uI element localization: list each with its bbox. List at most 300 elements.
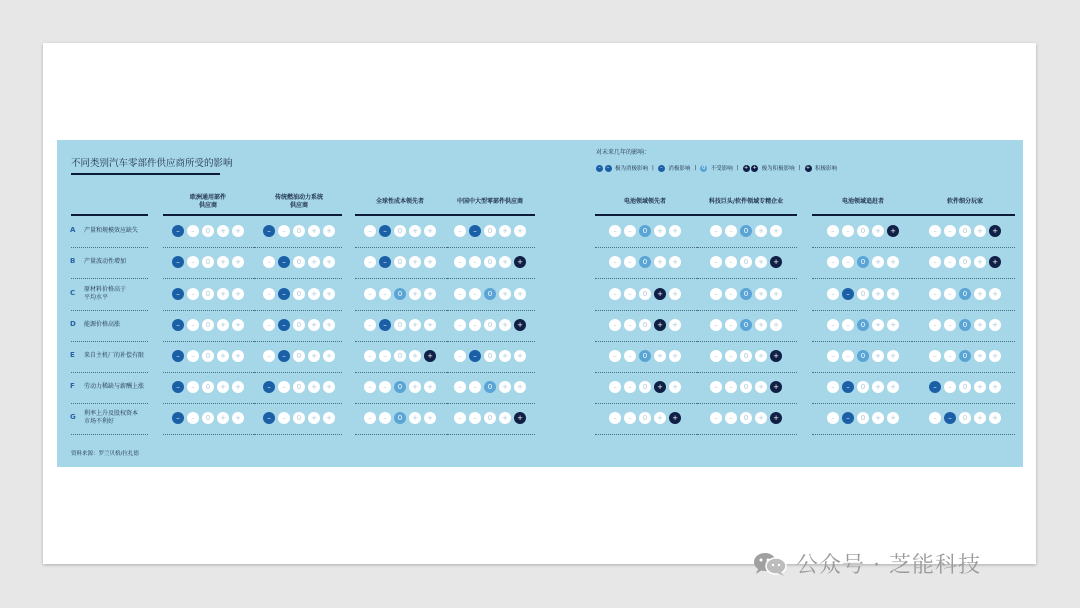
row-separator: [812, 247, 912, 248]
impact-dot: +: [669, 381, 681, 393]
impact-dot: 0: [202, 256, 214, 268]
impact-dot: 0: [484, 225, 496, 237]
impact-dot: –: [609, 225, 621, 237]
legend-item: [743, 164, 795, 172]
impact-dot-selected: +: [669, 412, 681, 424]
impact-dot: +: [669, 256, 681, 268]
column-header: 科技巨头/软件领域专精企业: [708, 198, 784, 205]
impact-dot: +: [669, 350, 681, 362]
impact-dot: 0: [394, 350, 406, 362]
impact-dot: +: [308, 319, 320, 331]
impact-dot: 0: [959, 225, 971, 237]
impact-dot-selected: +: [887, 225, 899, 237]
impact-indicator: [454, 319, 526, 331]
impact-indicator: [263, 381, 335, 393]
impact-indicator: [263, 350, 335, 362]
impact-dot-selected: 0: [394, 412, 406, 424]
impact-indicator: [609, 225, 681, 237]
impact-dot: +: [323, 319, 335, 331]
impact-indicator: [172, 381, 244, 393]
impact-dot-selected: 0: [740, 225, 752, 237]
impact-dot: 0: [857, 225, 869, 237]
wechat-icon: [752, 551, 788, 577]
impact-dot: +: [989, 350, 1001, 362]
impact-dot: –: [187, 350, 199, 362]
row-label: 产量和规模效应缺失: [84, 227, 139, 234]
impact-dot: –: [454, 381, 466, 393]
impact-dot: –: [710, 412, 722, 424]
row-separator: [163, 403, 254, 404]
impact-dot: –: [710, 381, 722, 393]
row-separator: [697, 434, 797, 435]
impact-dot: –: [624, 288, 636, 300]
impact-dot: –: [624, 350, 636, 362]
impact-dot: +: [232, 412, 244, 424]
header-rule: [697, 214, 797, 216]
impact-dot-selected: –: [278, 350, 290, 362]
impact-dot: –: [929, 288, 941, 300]
row-separator: [912, 247, 1015, 248]
impact-dot-selected: 0: [959, 319, 971, 331]
impact-dot: +: [232, 256, 244, 268]
impact-indicator: [929, 412, 1001, 424]
impact-indicator: [609, 256, 681, 268]
impact-dot: –: [710, 350, 722, 362]
impact-dot: +: [323, 381, 335, 393]
row-separator: [254, 372, 342, 373]
column-header: 全球性成本领先者: [375, 198, 424, 205]
impact-dot: +: [232, 319, 244, 331]
impact-dot: +: [514, 288, 526, 300]
row-separator: [595, 247, 697, 248]
impact-indicator: [710, 319, 782, 331]
impact-indicator: [364, 350, 436, 362]
row-separator: [697, 403, 797, 404]
watermark-text: 公众号 · 芝能科技: [796, 553, 981, 578]
impact-dot-selected: +: [514, 412, 526, 424]
impact-dot: –: [929, 319, 941, 331]
impact-dot: –: [725, 350, 737, 362]
impact-indicator: [827, 225, 899, 237]
impact-dot: –: [469, 288, 481, 300]
impact-dot: –: [929, 350, 941, 362]
row-letter: D: [70, 320, 76, 328]
impact-dot: –: [187, 381, 199, 393]
row-separator: [447, 278, 535, 279]
impact-dot: –: [278, 381, 290, 393]
row-separator: [163, 372, 254, 373]
impact-dot: +: [323, 350, 335, 362]
impact-indicator: [454, 412, 526, 424]
impact-dot-selected: –: [172, 412, 184, 424]
impact-dot: +: [424, 381, 436, 393]
impact-dot: +: [409, 288, 421, 300]
impact-dot: +: [424, 256, 436, 268]
row-separator: [355, 247, 447, 248]
impact-dot: –: [725, 319, 737, 331]
impact-indicator: [710, 288, 782, 300]
impact-dot-selected: +: [770, 350, 782, 362]
impact-dot: +: [409, 256, 421, 268]
impact-dot: +: [514, 225, 526, 237]
impact-dot: –: [609, 350, 621, 362]
row-letter: E: [70, 351, 75, 359]
impact-indicator: [609, 350, 681, 362]
row-separator: [163, 341, 254, 342]
legend: [596, 163, 837, 173]
impact-dot: –: [379, 412, 391, 424]
header-rule: [254, 214, 342, 216]
impact-dot: –: [454, 288, 466, 300]
row-separator: [71, 403, 148, 404]
impact-dot: +: [232, 288, 244, 300]
impact-dot: –: [364, 319, 376, 331]
impact-dot: –: [929, 225, 941, 237]
impact-dot: +: [669, 288, 681, 300]
row-separator: [595, 310, 697, 311]
impact-dot: –: [469, 381, 481, 393]
impact-dot: –: [469, 412, 481, 424]
impact-dot-selected: +: [770, 381, 782, 393]
impact-dot: –: [944, 288, 956, 300]
impact-dot: 0: [202, 350, 214, 362]
impact-dot-selected: +: [989, 256, 1001, 268]
impact-dot: +: [974, 350, 986, 362]
row-separator: [355, 403, 447, 404]
impact-dot: –: [929, 412, 941, 424]
impact-dot: +: [308, 225, 320, 237]
impact-dot: –: [710, 256, 722, 268]
header-rule: [355, 214, 447, 216]
impact-indicator: [827, 381, 899, 393]
row-label: 来自主机厂的补偿有限: [84, 352, 145, 359]
impact-dot: +: [217, 412, 229, 424]
row-separator: [912, 434, 1015, 435]
impact-dot: 0: [394, 319, 406, 331]
row-separator: [812, 310, 912, 311]
impact-dot-selected: 0: [484, 381, 496, 393]
impact-dot: +: [424, 225, 436, 237]
impact-dot-selected: –: [278, 256, 290, 268]
impact-dot: +: [974, 288, 986, 300]
impact-dot: –: [944, 350, 956, 362]
impact-dot: –: [454, 412, 466, 424]
impact-dot: +: [499, 225, 511, 237]
impact-dot: –: [278, 225, 290, 237]
impact-dot-selected: 0: [740, 319, 752, 331]
impact-dot: –: [842, 319, 854, 331]
row-separator: [254, 341, 342, 342]
impact-dot: –: [624, 381, 636, 393]
impact-dot: +: [872, 256, 884, 268]
impact-dot-selected: –: [172, 319, 184, 331]
impact-dot: 0: [740, 350, 752, 362]
row-separator: [71, 434, 148, 435]
impact-dot: 0: [293, 225, 305, 237]
impact-dot: 0: [293, 412, 305, 424]
impact-dot: +: [755, 412, 767, 424]
impact-dot: +: [499, 381, 511, 393]
impact-dot: +: [308, 381, 320, 393]
impact-dot: +: [323, 256, 335, 268]
row-separator: [71, 310, 148, 311]
impact-dot: –: [624, 225, 636, 237]
impact-dot: +: [409, 412, 421, 424]
impact-dot: 0: [959, 381, 971, 393]
impact-dot: –: [187, 319, 199, 331]
impact-dot: +: [989, 288, 1001, 300]
impact-dot: +: [409, 319, 421, 331]
impact-dot-selected: –: [263, 225, 275, 237]
impact-dot: +: [308, 412, 320, 424]
impact-dot-selected: –: [278, 319, 290, 331]
impact-dot: –: [842, 350, 854, 362]
impact-dot: –: [263, 288, 275, 300]
impact-dot-selected: –: [263, 381, 275, 393]
row-letter: C: [70, 289, 76, 297]
impact-dot: –: [364, 412, 376, 424]
impact-dot-selected: +: [989, 225, 1001, 237]
impact-dot: 0: [639, 381, 651, 393]
impact-indicator: [454, 288, 526, 300]
column-header: 电池领域追赶者: [841, 198, 884, 205]
row-separator: [812, 341, 912, 342]
impact-dot: 0: [394, 225, 406, 237]
impact-dot-selected: –: [379, 319, 391, 331]
row-separator: [355, 434, 447, 435]
impact-dot: 0: [959, 412, 971, 424]
impact-indicator: [827, 288, 899, 300]
impact-dot-selected: –: [263, 412, 275, 424]
impact-dot: –: [379, 350, 391, 362]
impact-dot: –: [827, 350, 839, 362]
impact-dot: 0: [484, 412, 496, 424]
header-rule: [71, 214, 148, 216]
row-separator: [697, 372, 797, 373]
impact-dot: –: [725, 412, 737, 424]
legend-separator: |: [652, 165, 654, 171]
impact-indicator: [364, 288, 436, 300]
impact-dot: –: [364, 256, 376, 268]
row-separator: [697, 310, 797, 311]
impact-dot: +: [217, 319, 229, 331]
row-separator: [447, 247, 535, 248]
impact-dot: +: [887, 412, 899, 424]
impact-dot: –: [944, 256, 956, 268]
impact-dot: +: [887, 319, 899, 331]
impact-dot: +: [217, 225, 229, 237]
legend-dot: –: [658, 165, 665, 172]
impact-dot: 0: [740, 381, 752, 393]
impact-dot: –: [725, 256, 737, 268]
row-separator: [595, 403, 697, 404]
impact-dot: –: [263, 319, 275, 331]
impact-dot: +: [424, 288, 436, 300]
row-separator: [447, 403, 535, 404]
impact-dot-selected: 0: [484, 288, 496, 300]
row-label: 劳动力稀缺与薪酬上涨: [84, 383, 145, 390]
row-letter: B: [70, 257, 76, 265]
impact-dot-selected: 0: [639, 225, 651, 237]
impact-dot: –: [609, 381, 621, 393]
impact-dot: 0: [484, 256, 496, 268]
legend-separator: |: [736, 165, 739, 171]
row-separator: [912, 372, 1015, 373]
row-label: 原材料价格高于 平均水平: [84, 286, 127, 301]
impact-dot: +: [308, 256, 320, 268]
row-separator: [595, 372, 697, 373]
row-separator: [697, 247, 797, 248]
column-header: 欧洲通用部件 供应商: [189, 194, 226, 209]
impact-indicator: [172, 256, 244, 268]
impact-indicator: [827, 350, 899, 362]
impact-dot: +: [872, 319, 884, 331]
impact-indicator: [609, 288, 681, 300]
impact-dot: +: [989, 319, 1001, 331]
row-separator: [912, 278, 1015, 279]
impact-dot: 0: [639, 319, 651, 331]
impact-dot: 0: [857, 381, 869, 393]
legend-separator: |: [694, 165, 697, 171]
row-separator: [447, 372, 535, 373]
impact-dot: –: [827, 256, 839, 268]
row-separator: [595, 434, 697, 435]
impact-dot: +: [409, 225, 421, 237]
impact-dot: +: [770, 288, 782, 300]
impact-dot-selected: –: [172, 225, 184, 237]
impact-dot: –: [364, 350, 376, 362]
impact-indicator: [263, 319, 335, 331]
impact-dot: +: [669, 319, 681, 331]
impact-dot: +: [872, 288, 884, 300]
impact-dot: 0: [740, 412, 752, 424]
legend-label: 不受影响: [710, 166, 733, 172]
impact-dot-selected: +: [654, 319, 666, 331]
impact-dot: +: [308, 350, 320, 362]
legend-label: 积极影响: [815, 166, 838, 172]
legend-label: 极为消极影响: [615, 166, 649, 172]
impact-dot: –: [187, 412, 199, 424]
impact-dot: –: [454, 319, 466, 331]
row-separator: [163, 278, 254, 279]
impact-dot: +: [989, 412, 1001, 424]
source-note: 资料来源：罗兰贝格/拉扎德: [71, 451, 139, 457]
impact-dot: –: [710, 319, 722, 331]
impact-indicator: [172, 412, 244, 424]
impact-dot: 0: [293, 288, 305, 300]
impact-indicator: [364, 412, 436, 424]
impact-indicator: [263, 256, 335, 268]
impact-indicator: [929, 381, 1001, 393]
impact-indicator: [364, 256, 436, 268]
impact-dot: +: [755, 256, 767, 268]
impact-dot: –: [624, 319, 636, 331]
legend-dot: +: [752, 164, 757, 171]
impact-dot-selected: 0: [959, 350, 971, 362]
impact-dot-selected: +: [770, 256, 782, 268]
row-separator: [163, 434, 254, 435]
impact-dot: +: [409, 350, 421, 362]
impact-dot: +: [654, 412, 666, 424]
impact-dot-selected: –: [944, 412, 956, 424]
page-title: 不同类别汽车零部件供应商所受的影响: [71, 158, 233, 169]
header-rule: [912, 214, 1015, 216]
row-separator: [812, 434, 912, 435]
row-separator: [447, 434, 535, 435]
impact-dot: –: [609, 319, 621, 331]
impact-dot: –: [379, 288, 391, 300]
impact-dot: –: [609, 412, 621, 424]
impact-dot: +: [654, 225, 666, 237]
impact-indicator: [929, 225, 1001, 237]
impact-dot-selected: 0: [639, 256, 651, 268]
row-separator: [812, 403, 912, 404]
impact-indicator: [929, 319, 1001, 331]
impact-dot: +: [499, 350, 511, 362]
impact-dot: +: [232, 350, 244, 362]
column-header: 电池领域领先者: [623, 198, 666, 205]
row-letter: G: [70, 413, 76, 421]
impact-dot: 0: [959, 256, 971, 268]
header-rule: [163, 214, 254, 216]
impact-dot-selected: +: [770, 412, 782, 424]
impact-indicator: [609, 412, 681, 424]
impact-dot: –: [187, 225, 199, 237]
impact-dot: +: [872, 225, 884, 237]
impact-dot: 0: [293, 319, 305, 331]
row-separator: [447, 341, 535, 342]
impact-dot: +: [323, 225, 335, 237]
impact-dot: –: [624, 256, 636, 268]
impact-dot: +: [499, 319, 511, 331]
row-label: 利率上升及股权资本 市场不利好: [84, 410, 139, 425]
legend-item: [658, 164, 691, 172]
impact-dot: –: [454, 350, 466, 362]
watermark: [752, 548, 981, 579]
impact-dot: +: [499, 288, 511, 300]
impact-dot: +: [232, 225, 244, 237]
impact-dot-selected: –: [379, 256, 391, 268]
impact-dot: +: [409, 381, 421, 393]
impact-indicator: [454, 381, 526, 393]
impact-dot: –: [379, 381, 391, 393]
row-letter: F: [70, 382, 75, 390]
impact-indicator: [172, 288, 244, 300]
impact-dot: +: [499, 256, 511, 268]
impact-dot: 0: [639, 288, 651, 300]
impact-indicator: [364, 381, 436, 393]
impact-dot: +: [872, 412, 884, 424]
impact-dot-selected: –: [842, 288, 854, 300]
impact-dot-selected: 0: [639, 350, 651, 362]
impact-dot: –: [364, 225, 376, 237]
impact-indicator: [172, 350, 244, 362]
impact-dot: +: [669, 225, 681, 237]
legend-label: 极为积极影响: [761, 166, 795, 172]
impact-dot: –: [454, 225, 466, 237]
legend-separator: |: [798, 165, 801, 171]
impact-dot: +: [654, 350, 666, 362]
impact-dot: +: [974, 256, 986, 268]
impact-indicator: [710, 381, 782, 393]
header-rule: [812, 214, 912, 216]
row-separator: [912, 310, 1015, 311]
impact-dot: 0: [394, 256, 406, 268]
impact-dot: –: [827, 319, 839, 331]
impact-dot-selected: –: [929, 381, 941, 393]
impact-dot: 0: [639, 412, 651, 424]
impact-dot: 0: [202, 381, 214, 393]
